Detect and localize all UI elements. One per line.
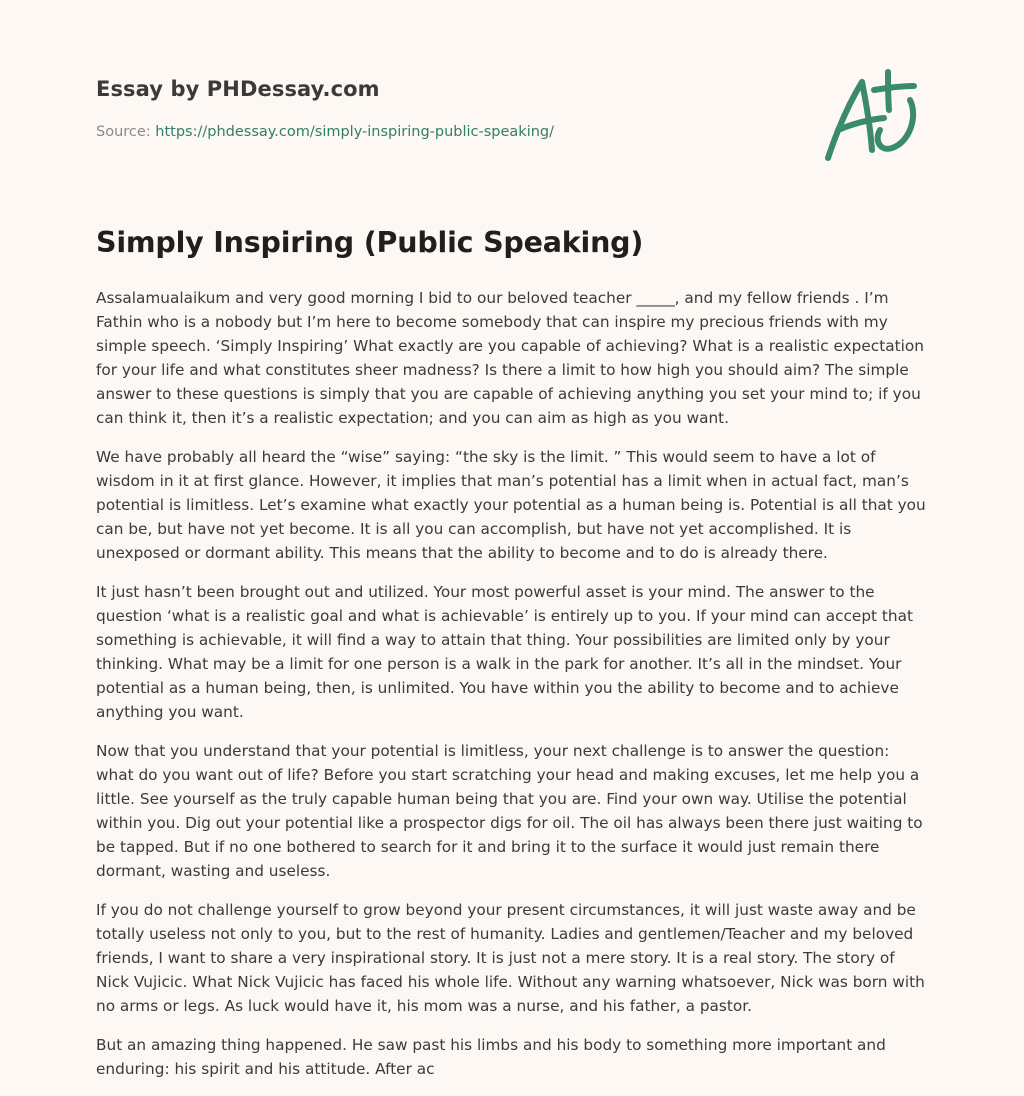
source-label: Source: xyxy=(96,124,151,140)
essay-paragraph: Assalamualaikum and very good morning I bid to our beloved teacher _____, and my fellow friends . I’m Fathin who is a nobody but I’m here to become somebody that can inspire my precious friends with my simple speech. ‘Simply Inspiring’ What exactly are you capable of achieving? What is a realistic expectation for your life and what constitutes sheer madness? Is there a limit to how high you should aim? The simple answer to these questions is simply that you are capable of achieving anything you set your mind to; if you can think it, then it’s a realistic expectation; and you can aim as high as you want. xyxy=(96,289,924,427)
essay-paragraph: But an amazing thing happened. He saw past his limbs and his body to something more important and enduring: his spirit and his attitude. After ac xyxy=(96,1036,886,1078)
essay-title: Simply Inspiring (Public Speaking) xyxy=(96,226,644,259)
site-brand: Essay by PHDessay.com xyxy=(96,77,380,101)
essay-paragraph: If you do not challenge yourself to grow beyond your present circumstances, it will just waste away and be totally useless not only to you, but to the rest of humanity. Ladies and gentlemen/Teacher and my beloved friends, I want to share a very inspirational story. It is just not a mere story. It is a real story. The story of Nick Vujicic. What Nick Vujicic has faced his whole life. Without any warning whatsoever, Nick was born with no arms or legs. As luck would have it, his mom was a nurse, and his father, a pastor. xyxy=(96,901,925,1015)
essay-paragraph: Now that you understand that your potential is limitless, your next challenge is to answer the question: what do you want out of life? Before you start scratching your head and making excuses, let me help you a little. See yourself as the truly capable human being that you are. Find your own way. Utilise the potential within you. Dig out your potential like a prospector digs for oil. The oil has always been there just waiting to be tapped. But if no one bothered to search for it and bring it to the surface it would just remain there dormant, wasting and useless. xyxy=(96,742,923,880)
essay-body xyxy=(96,286,928,1096)
source-link[interactable]: https://phdessay.com/simply-inspiring-public-speaking/ xyxy=(155,124,555,140)
essay-paragraph: We have probably all heard the “wise” saying: “the sky is the limit. ” This would seem to have a lot of wisdom in it at first glance. However, it implies that man’s potential has a limit when in actual fact, man’s potential is limitless. Let’s examine what exactly your potential as a human being is. Potential is all that you can be, but have not yet become. It is all you can accomplish, but have not yet accomplished. It is unexposed or dormant ability. This means that the ability to become and to do is already there. xyxy=(96,448,926,562)
essay-paragraph: It just hasn’t been brought out and utilized. Your most powerful asset is your mind. The answer to the question ‘what is a realistic goal and what is achievable’ is entirely up to you. If your mind can accept that something is achievable, it will find a way to attain that thing. Your possibilities are limited only by your thinking. What may be a limit for one person is a walk in the park for another. It’s all in the mindset. Your potential as a human being, then, is unlimited. You have within you the ability to become and to achieve anything you want. xyxy=(96,583,913,721)
a-plus-grade-icon xyxy=(822,66,926,164)
source-line xyxy=(96,124,554,140)
